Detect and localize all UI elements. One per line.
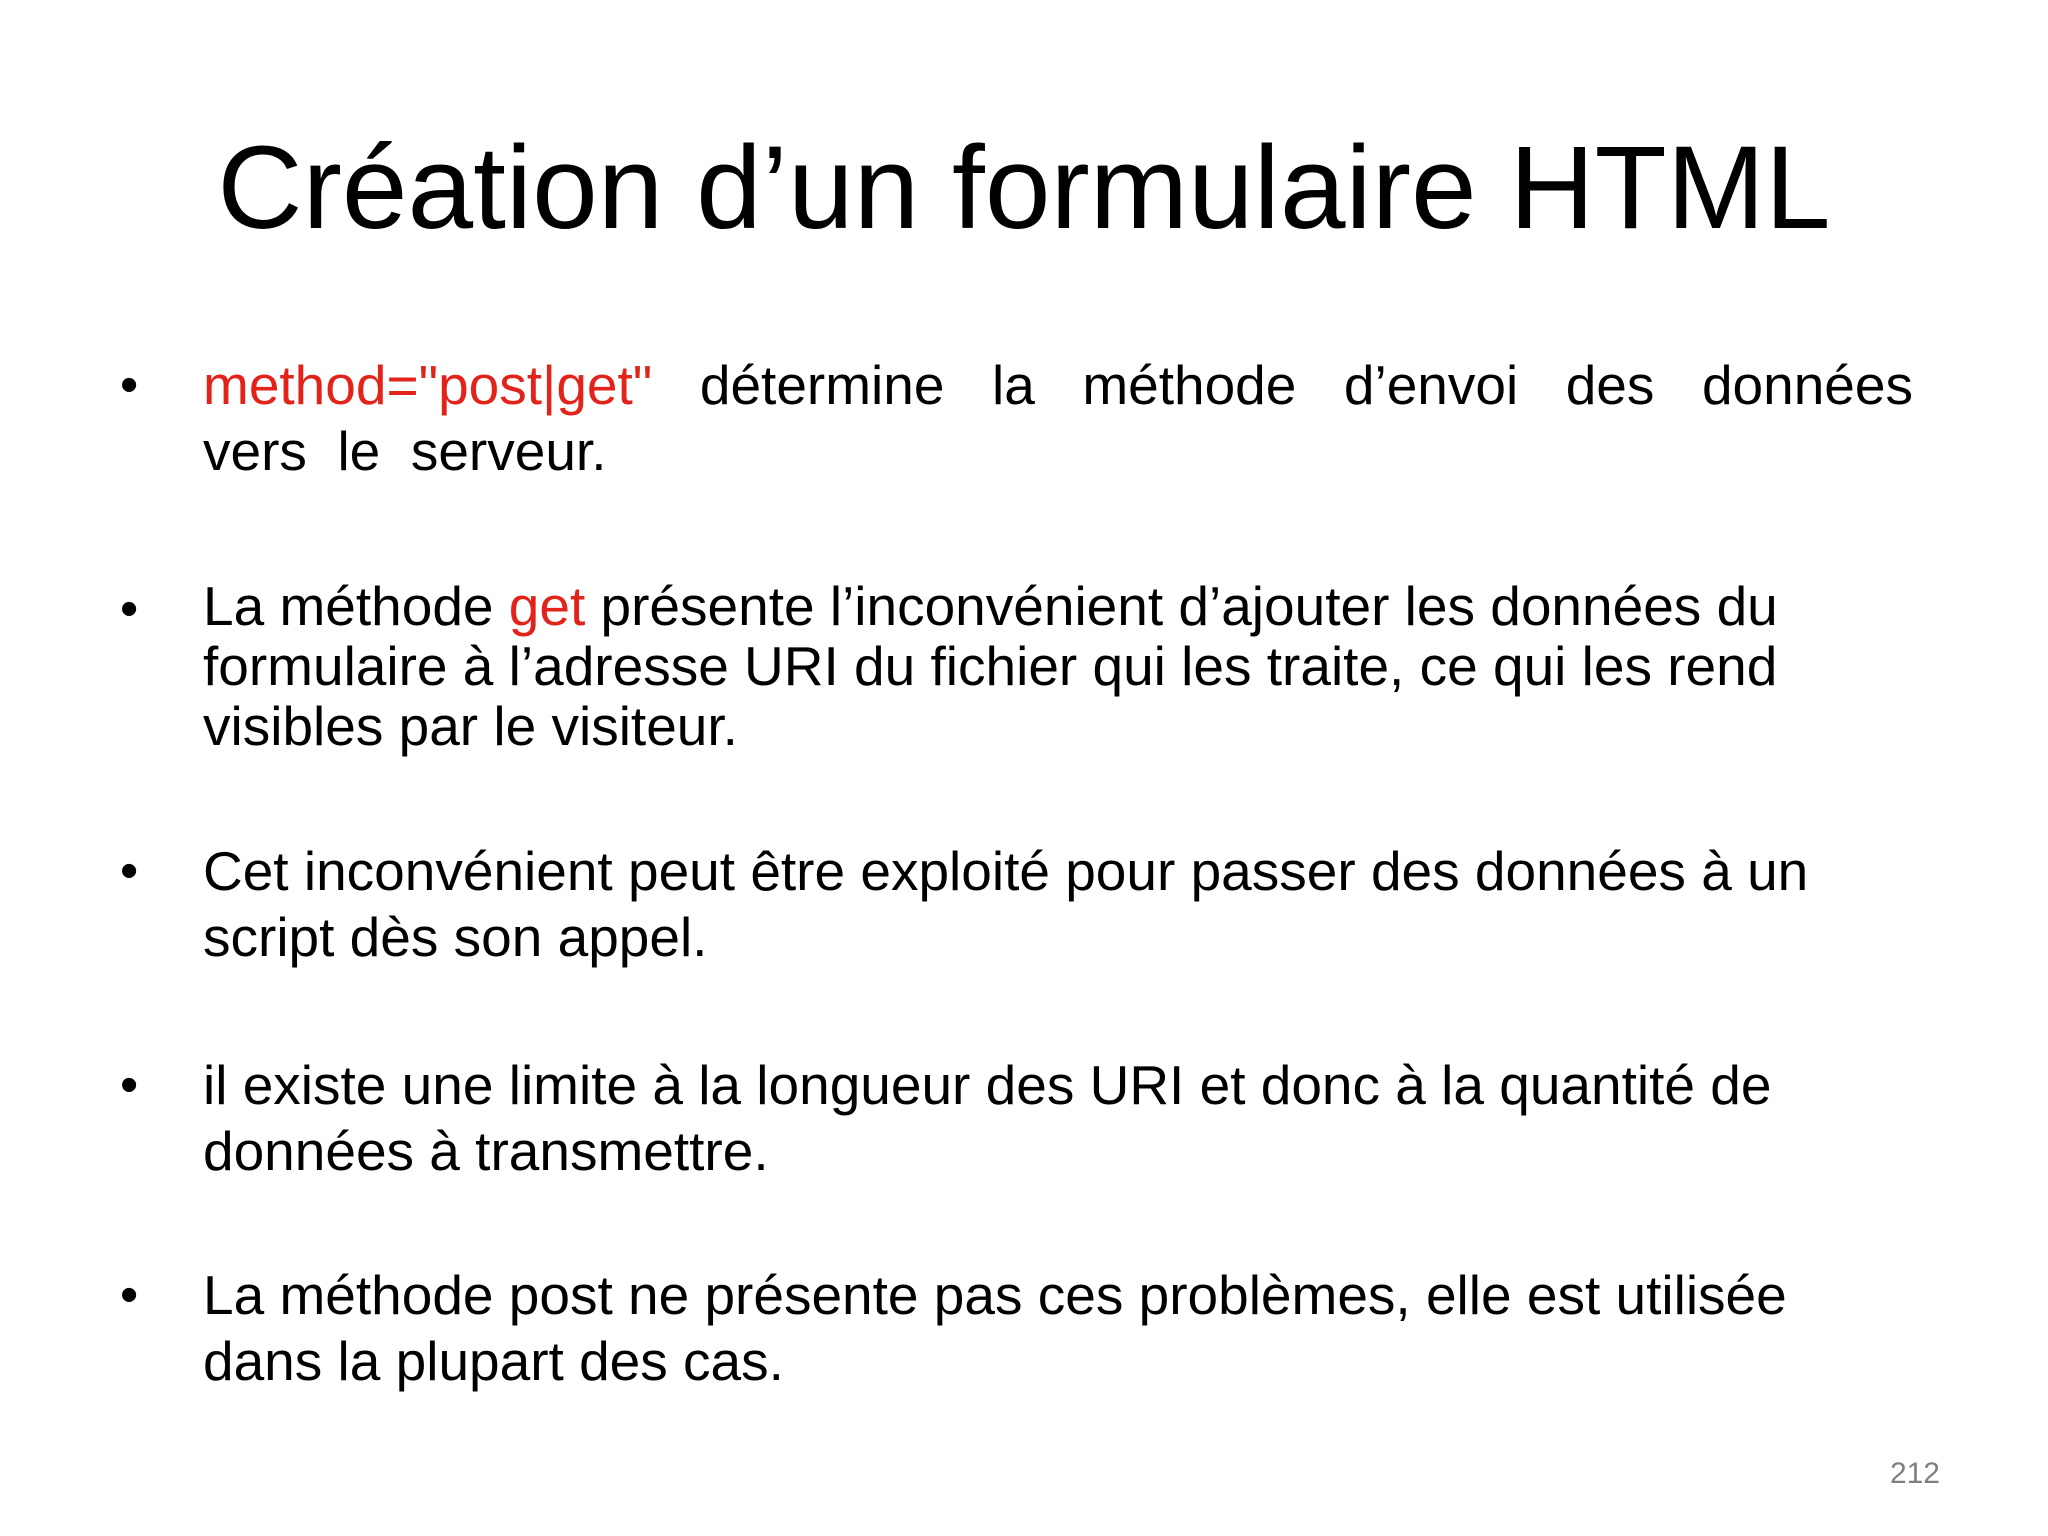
word: la: [991, 354, 1035, 416]
bullet-dot: •: [120, 1266, 139, 1324]
code-highlight: get: [508, 575, 586, 637]
bullet-line: [203, 352, 1913, 418]
word: d’envoi: [1343, 354, 1519, 416]
word: données: [1701, 354, 1913, 416]
code-highlight: method="post|get": [203, 354, 653, 416]
bullet-dot: •: [120, 356, 139, 414]
bullet-text: Cet inconvénient peut être exploité pour passer des données à un script dès son appel.: [203, 840, 1809, 968]
bullet-text: [203, 576, 1913, 756]
bullet-text: il existe une limite à la longueur des URI et donc à la quantité de données à transmettre.: [203, 1054, 1772, 1182]
bullet-dot: •: [120, 580, 139, 638]
bullet-dot: •: [120, 842, 139, 900]
word: des: [1565, 354, 1655, 416]
slide-title: Création d’un formulaire HTML: [217, 122, 1831, 254]
word: détermine: [699, 354, 945, 416]
bullet-line: vers le serveur.: [203, 420, 607, 482]
bullet-dot: •: [120, 1056, 139, 1114]
bullet-text: [203, 352, 1913, 484]
word: méthode: [1082, 354, 1297, 416]
page-number: 212: [1889, 1457, 1940, 1490]
bullet-text: La méthode post ne présente pas ces problèmes, elle est utilisée dans la plupart des cas.: [203, 1264, 1787, 1392]
text-run: La méthode: [203, 575, 509, 637]
text-run: présente l’inconvénient d’ajouter les données du formulaire à l’adresse URI du fichier qui les traite, ce qui les rend visibles par le visiteur.: [203, 575, 1778, 757]
